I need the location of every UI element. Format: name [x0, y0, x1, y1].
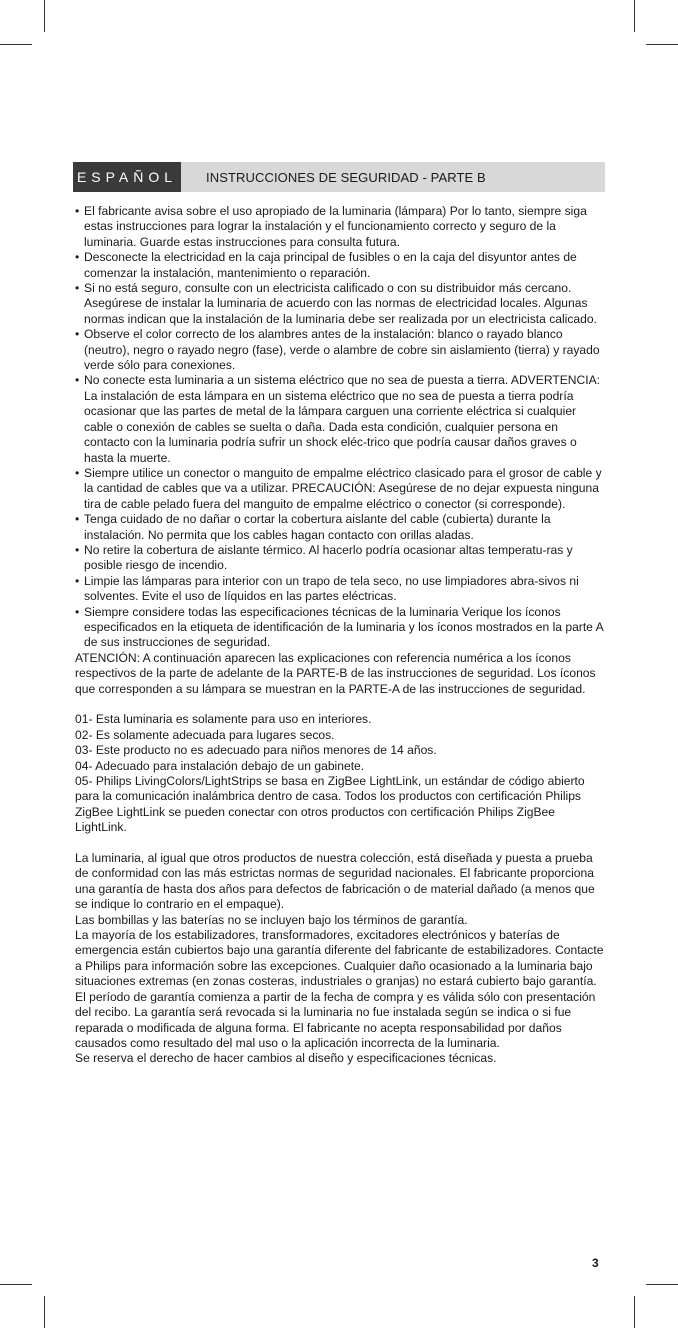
bullet-item: • No conecte esta luminaria a un sistema eléctrico que no sea de puesta a tierra. ADVERTENCIA: La instalación de esta lámpara en un sistema eléctrico que no sea de puesta a tierra podría ocasionar que las partes de metal de la lámpara carguen una corriente eléctrica si cualquier cable o conexión de cables se suelta o daña. Dada esta condición, cualquier persona en contacto con la luminaria podría sufrir un shock eléc-trico que podría causar daños graves o hasta la muerte. — [75, 373, 605, 465]
crop-mark — [634, 1296, 635, 1328]
bullet-item: • El fabricante avisa sobre el uso apropiado de la luminaria (lámpara) Por lo tanto, siempre siga estas instrucciones para lograr la instalación y el funcionamiento correcto y seguro de la luminaria. Guarde estas instrucciones para consulta futura. — [75, 204, 605, 250]
warranty-paragraph: Se reserva el derecho de hacer cambios al diseño y especificaciones técnicas. — [75, 1051, 497, 1066]
page-number: 3 — [592, 1256, 599, 1270]
bullet-item: • Si no está seguro, consulte con un electricista calificado o con su distribuidor más cercano. Asegúrese de instalar la luminaria de acuerdo con las normas de electricidad locales. Algunas normas indican que la instalación de la luminaria debe ser realizada por un electricista calicado. — [75, 281, 605, 327]
bullet-item: • Siempre considere todas las especificaciones técnicas de la luminaria Verique los íconos especificados en la etiqueta de identificación de la luminaria y los íconos mostrados en la parte A de sus instrucciones de seguridad. — [75, 605, 605, 651]
crop-mark — [0, 1284, 32, 1285]
bullet-item: • Limpie las lámparas para interior con un trapo de tela seco, no use limpiadores abra-sivos ni solventes. Evite el uso de líquidos en las partes eléctricas. — [75, 574, 605, 605]
warranty-section — [75, 851, 605, 1067]
icon-explanations — [75, 712, 605, 835]
warranty-paragraph: La luminaria, al igual que otros productos de nuestra colección, está diseñada y puesta a prueba de conformidad con las más estrictas normas de seguridad nacionales. El fabricante proporciona una garantía de hasta dos años para defectos de fabricación o de material dañado (a menos que se indique lo contrario en el empaque). — [75, 851, 595, 912]
crop-mark — [44, 1296, 45, 1328]
bullet-item: • Siempre utilice un conector o manguito de empalme eléctrico clasicado para el grosor de cable y la cantidad de cables que va a utilizar. PRECAUCIÓN: Asegúrese de no dejar expuesta ninguna tira de cable pelado fuera del manguito de empalme eléctrico o conector (si corresponde). — [75, 466, 605, 512]
icon-explanation-item: 02- Es solamente adecuada para lugares secos. — [75, 727, 335, 742]
section-header — [73, 162, 605, 192]
bullet-item: • Desconecte la electricidad en la caja principal de fusibles o en la caja del disyuntor antes de comenzar la instalación, mantenimiento o reparación. — [75, 250, 605, 281]
document-body — [75, 204, 605, 1067]
crop-mark — [646, 44, 678, 45]
icon-explanation-item: 04- Adecuado para instalación debajo de un gabinete. — [75, 758, 365, 773]
icon-explanation-item: 01- Esta luminaria es solamente para uso en interiores. — [75, 712, 372, 727]
warranty-paragraph: La mayoría de los estabilizadores, transformadores, excitadores electrónicos y baterías de emergencia están cubiertos bajo una garantía diferente del fabricante de estabilizadores. Contacte a Philips para información sobre las excepciones. Cualquier daño ocasionado a la luminaria bajo situaciones extremas (en zonas costeras, industriales o granjas) no estará cubierto bajo garantía. El período de garantía comienza a partir de la fecha de compra y es válida sólo con presentación del recibo. La garantía será revocada si la luminaria no fue instalada según se indica o si fue reparada o modificada de alguna forma. El fabricante no acepta responsabilidad por daños causados como resultado del mal uso o la aplicación incorrecta de la luminaria. — [75, 928, 604, 1050]
crop-mark — [0, 44, 32, 45]
safety-bullet-list — [75, 204, 605, 651]
warranty-paragraph: Las bombillas y las baterías no se incluyen bajo los términos de garantía. — [75, 912, 468, 927]
language-label: ESPAÑOL — [73, 162, 181, 192]
attention-paragraph: ATENCIÓN: A continuación aparecen las explicaciones con referencia numérica a los íconos respectivos de la parte de adelante de la PARTE-B de las instrucciones de seguridad. Los íconos que corresponden a su lámpara se muestran en la PARTE-A de las instrucciones de seguridad. — [75, 650, 596, 696]
spacer — [75, 697, 605, 712]
bullet-item: • Tenga cuidado de no dañar o cortar la cobertura aislante del cable (cubierta) durante la instalación. No permita que los cables hagan contacto con orillas aladas. — [75, 512, 605, 543]
icon-explanation-item: 03- Este producto no es adecuado para niños menores de 14 años. — [75, 743, 437, 758]
crop-mark — [646, 1284, 678, 1285]
crop-mark — [634, 0, 635, 32]
icon-explanation-item: 05- Philips LivingColors/LightStrips se basa en ZigBee LightLink, un estándar de código abierto para la comunicación inalámbrica dentro de casa. Todos los productos con certificación Philips ZigBee LightLink se pueden conectar con otros productos con certificación Philips ZigBee LightLink. — [75, 774, 585, 835]
crop-mark — [44, 0, 45, 32]
bullet-item: • No retire la cobertura de aislante térmico. Al hacerlo podría ocasionar altas temperatu-ras y posible riesgo de incendio. — [75, 543, 605, 574]
section-title: INSTRUCCIONES DE SEGURIDAD - PARTE B — [206, 169, 486, 185]
bullet-item: • Observe el color correcto de los alambres antes de la instalación: blanco o rayado blanco (neutro), negro o rayado negro (fase), verde o alambre de cobre sin aislamiento (tierra) y rayado verde sólo para conexiones. — [75, 327, 605, 373]
spacer — [75, 836, 605, 851]
